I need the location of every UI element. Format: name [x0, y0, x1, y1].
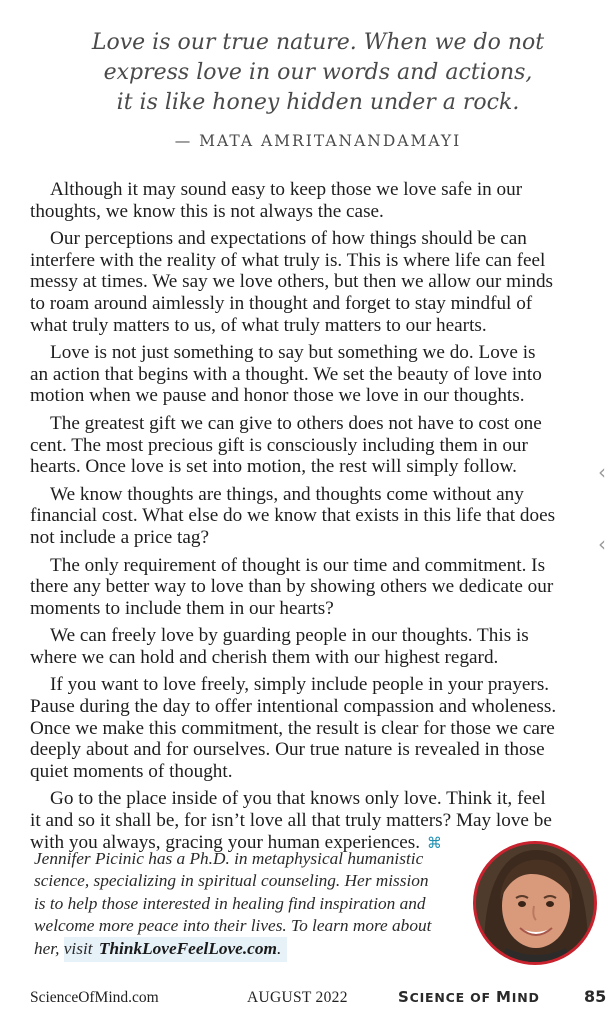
bio-line: welcome more peace into their lives. To learn more about: [34, 916, 432, 936]
avatar: [473, 841, 597, 965]
text-line: thoughts, we know this is not always the case.: [30, 200, 384, 222]
text-line: Pause during the day to offer intentional compassion and wholeness.: [30, 696, 557, 718]
bio-line: [34, 938, 474, 960]
text-line-content: with you always, gracing your human experiences.: [30, 831, 421, 853]
text-line: Go to the place inside of you that knows only love. Think it, feel: [50, 788, 546, 810]
bio-line: science, specializing in spiritual counseling. Her mission: [34, 871, 429, 891]
text-line: hearts. Once love is set into motion, the rest will simply follow.: [30, 456, 517, 478]
quote-line: it is like honey hidden under a rock.: [116, 90, 520, 115]
text-line: an action that begins with a thought. We set the beauty of love into: [30, 363, 542, 385]
website-link-text[interactable]: ThinkLoveFeelLove.com: [98, 938, 277, 958]
pull-quote: [0, 28, 610, 118]
text-line: We know thoughts are things, and thoughts come without any: [50, 483, 524, 505]
text-line: If you want to love freely, simply include people in your prayers.: [50, 674, 550, 696]
text-line: financial cost. What else do we know that exists in this life that does: [30, 505, 556, 527]
quote-attribution: — MATA AMRITANANDAMAYI: [174, 132, 462, 150]
text-line: moments to include them in our hearts?: [30, 597, 334, 619]
paragraph: [30, 674, 610, 782]
bio-line: is to help those interested in healing find inspiration and: [34, 893, 426, 913]
paragraph: [30, 555, 610, 620]
bio-line: Jennifer Picinic has a Ph.D. in metaphysical humanistic: [34, 849, 424, 868]
page-number: 85: [584, 987, 607, 1006]
text-line: what truly matters to us, of what truly matters to our hearts.: [30, 314, 487, 336]
mag-smallcaps: CIENCE OF: [409, 990, 497, 1005]
footer-website: ScienceOfMind.com: [30, 989, 159, 1006]
text-line: Love is not just something to say but something we do. Love is: [50, 342, 536, 364]
link-suffix: .: [276, 938, 282, 958]
text-line: The greatest gift we can give to others does not have to cost one: [50, 412, 542, 434]
text-line: The only requirement of thought is our time and commitment. Is: [50, 554, 546, 576]
mag-smallcaps: IND: [511, 990, 540, 1005]
visit-text: visit: [64, 937, 97, 962]
footer-magazine-title: [398, 988, 540, 1006]
text-line: Although it may sound easy to keep those we love safe in our: [50, 179, 523, 200]
text-line: motion when we pause and honor those we love in our thoughts.: [30, 385, 525, 407]
text-line: interfere with the reality of what truly is. This is where life can feel: [30, 249, 546, 271]
text-line: quiet moments of thought.: [30, 760, 233, 782]
command-symbol-icon: ⌘: [426, 833, 442, 852]
author-portrait: [476, 844, 594, 962]
quote-line: Love is our true nature. When we do not: [91, 30, 545, 55]
paragraph: [30, 342, 610, 407]
mag-letter: M: [496, 988, 512, 1006]
article-body: [30, 179, 610, 860]
text-line: where we can hold and cherish them with our highest regard.: [30, 646, 499, 668]
text-line: We can freely love by guarding people in our thoughts. This is: [50, 625, 529, 647]
chevron-left-icon[interactable]: ‹: [598, 532, 606, 556]
text-line: messy at times. We say we love others, but then we allow our minds: [30, 271, 553, 293]
paragraph: [30, 625, 610, 668]
text-line: deeply about and for ourselves. Our true nature is revealed in those: [30, 739, 545, 761]
text-line: there any better way to love than by showing others we dedicate our: [30, 576, 554, 598]
footer-date: AUGUST 2022: [247, 989, 348, 1006]
website-link[interactable]: [97, 937, 287, 962]
text-line: it and so it shall be, for isn’t love all that truly matters? May love be: [30, 810, 552, 832]
text-line: cent. The most precious gift is consciously including them in our: [30, 434, 528, 456]
text-line: Once we make this commitment, the result is clear for those we care: [30, 717, 555, 739]
chevron-left-icon[interactable]: ‹: [598, 460, 606, 484]
paragraph: [30, 228, 610, 336]
mag-letter: S: [398, 988, 410, 1006]
page-footer: [0, 987, 610, 1011]
bio-line-prefix: her,: [34, 938, 64, 958]
author-bio: [34, 848, 474, 960]
paragraph: [30, 413, 610, 478]
paragraph: [30, 484, 610, 549]
quote-line: express love in our words and actions,: [103, 60, 533, 85]
text-line: to roam around aimlessly in thought and forget to stay mindful of: [30, 292, 533, 314]
text-line: Our perceptions and expectations of how things should be can: [50, 228, 527, 250]
paragraph: [30, 179, 610, 222]
text-line: not include a price tag?: [30, 526, 210, 548]
